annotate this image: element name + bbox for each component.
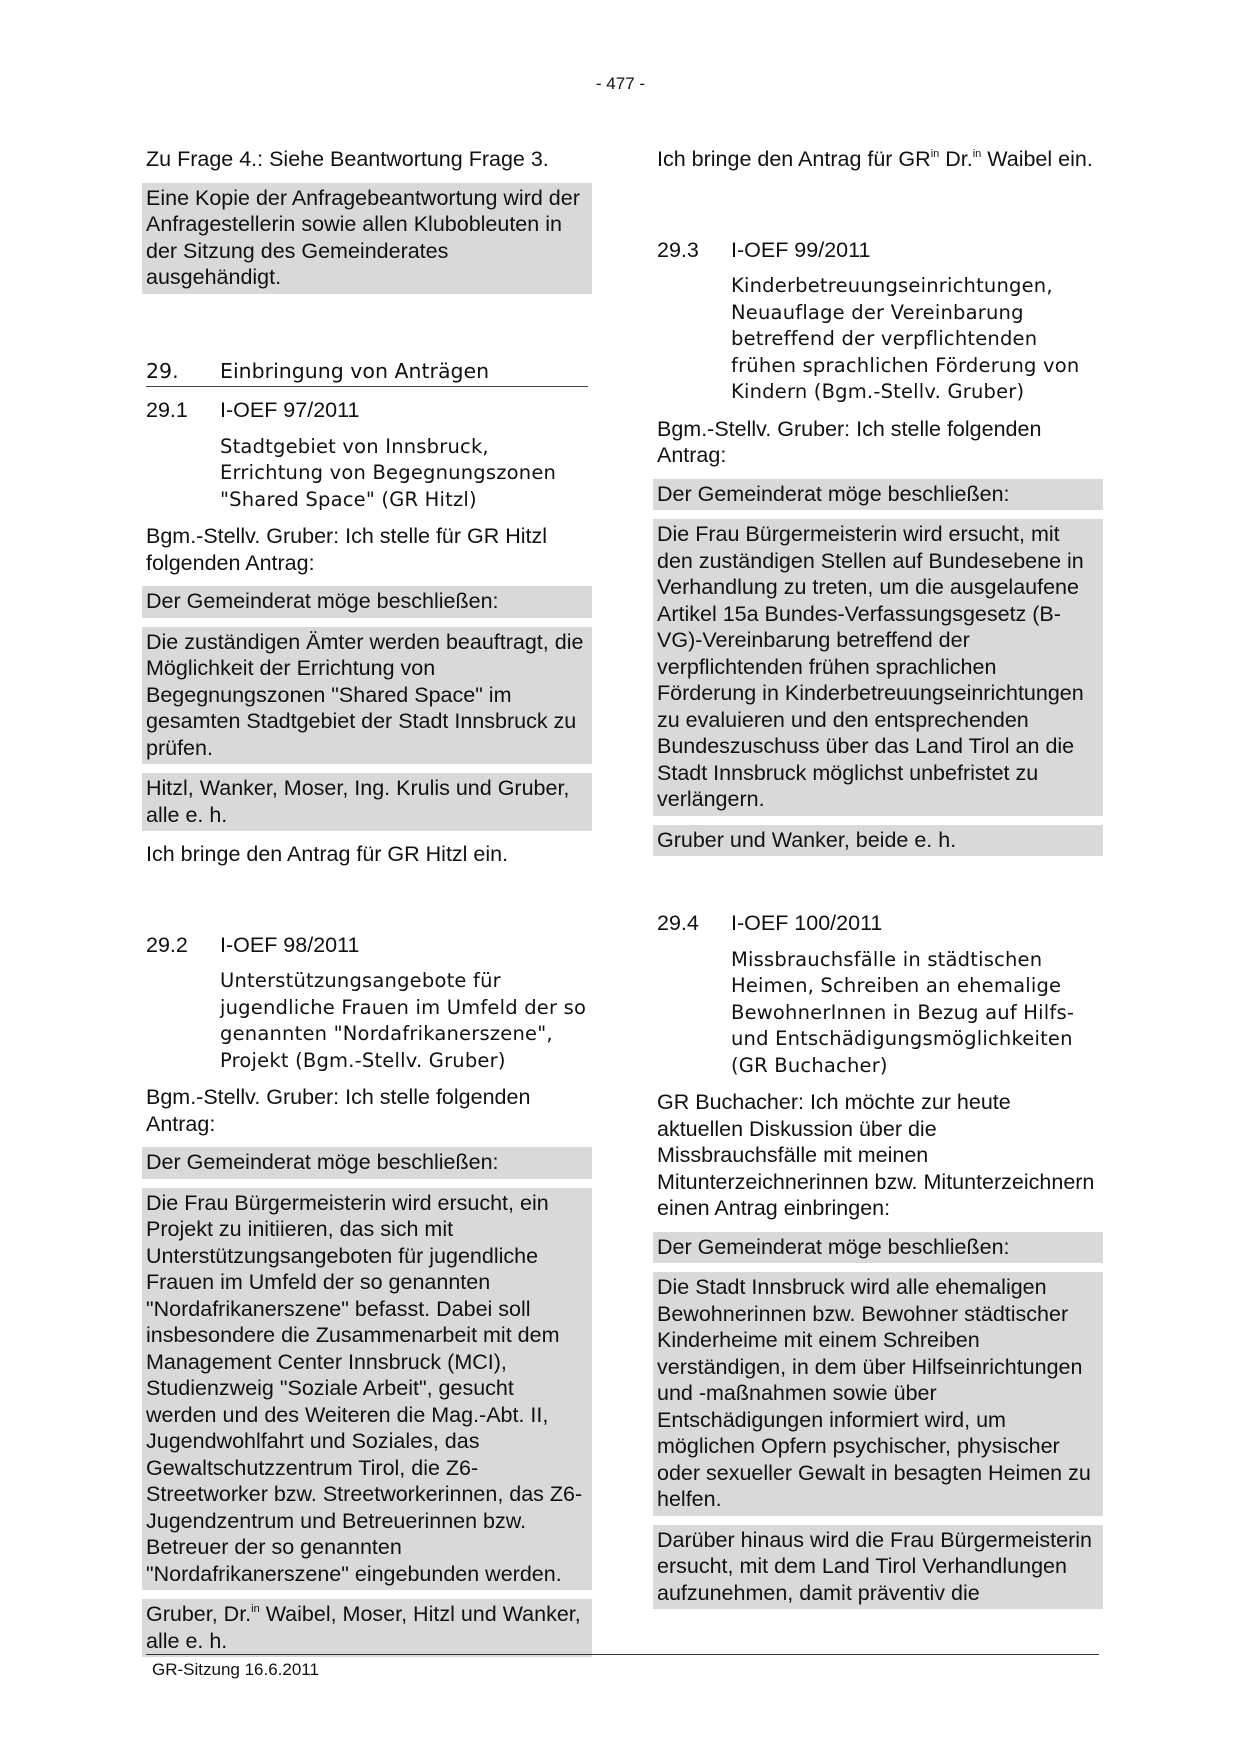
- motion-29-3-resolve: Der Gemeinderat möge beschließen:: [653, 479, 1103, 511]
- section-title: Einbringung von Anträgen: [220, 358, 490, 383]
- motion-29-1-subject: Stadtgebiet von Innsbruck, Errichtung von Begegnungszonen "Shared Space" (GR Hitzl): [220, 434, 557, 511]
- item-number: 29.3: [657, 237, 699, 262]
- footer-divider: [146, 1654, 1099, 1655]
- superscript: in: [930, 148, 940, 160]
- motion-29-3-signatures: Gruber und Wanker, beide e. h.: [653, 816, 1103, 857]
- motion-29-4-intro: GR Buchacher: Ich möchte zur heute aktuellen Diskussion über die Missbrauchsfälle mit meinen Mitunterzeichnerinnen bzw. Mitunterzeichnern einen Antrag einbringen:: [657, 1090, 1095, 1220]
- sign-part: Waibel, Moser, Hitzl und Wanker, alle e. h.: [146, 1602, 581, 1653]
- footer-session-date: GR-Sitzung 16.6.2011: [152, 1660, 319, 1679]
- motion-29-1-body: Die zuständigen Ämter werden beauftragt, die Möglichkeit der Errichtung von Begegnungszonen "Shared Space" im gesamten Stadtgebiet der Stadt Innsbruck zu prüfen.: [142, 618, 592, 765]
- item-code: I-OEF 99/2011: [731, 237, 871, 262]
- item-number: 29.4: [657, 911, 699, 935]
- superscript: in: [972, 148, 982, 160]
- motion-29-2-header: [146, 932, 588, 959]
- motion-29-2-outro: [657, 146, 1099, 173]
- motion-29-1-intro: Bgm.-Stellv. Gruber: Ich stelle für GR Hitzl folgenden Antrag:: [146, 524, 548, 575]
- text-part: Dr.: [939, 147, 973, 171]
- copy-note: Eine Kopie der Anfragebeantwortung wird der Anfragestellerin sowie allen Klubobleuten in der Sitzung des Gemeinderates ausgehändigt.: [142, 183, 592, 294]
- item-code: I-OEF 98/2011: [220, 932, 360, 957]
- text-part: Ich bringe den Antrag für GR: [657, 147, 931, 171]
- motion-29-3-intro: Bgm.-Stellv. Gruber: Ich stelle folgenden Antrag:: [657, 416, 1042, 467]
- motion-29-2-resolve: Der Gemeinderat möge beschließen:: [142, 1147, 592, 1179]
- motion-29-4-subject: Missbrauchsfälle in städtischen Heimen, Schreiben an ehemalige BewohnerInnen in Bezug auf Hilfs- und Entschädigungsmöglichkeiten (GR Buchacher): [731, 947, 1075, 1077]
- item-number: 29.2: [146, 932, 188, 957]
- text-part: Waibel ein.: [981, 147, 1093, 171]
- section-29-heading: [146, 358, 588, 388]
- motion-29-4-header: [657, 910, 1099, 937]
- section-number: 29.: [146, 358, 179, 383]
- motion-29-3-subject: Kinderbetreuungseinrichtungen, Neuauflage der Vereinbarung betreffend der verpflichtenden frühen sprachlichen Förderung von Kindern (Bgm.-Stellv. Gruber): [731, 274, 1080, 403]
- motion-29-3-body: Die Frau Bürgermeisterin wird ersucht, mit den zuständigen Stellen auf Bundesebene in Verhandlung zu treten, um die ausgelaufene Artikel 15a Bundes-Verfassungsgesetz (B-VG)-Vereinbarung betreffend der verpflichtenden frühen sprachlichen Förderung in Kinderbetreuungseinrichtungen zu evaluieren und den entsprechenden Bundeszuschuss über das Land Tirol an die Stadt Innsbruck möglichst unbefristet zu verlängern.: [653, 510, 1103, 816]
- motion-29-2-signatures: [142, 1590, 592, 1657]
- motion-29-4-body: Die Stadt Innsbruck wird alle ehemaligen Bewohnerinnen bzw. Bewohner städtischer Kinderheime mit einem Schreiben verständigen, in dem über Hilfseinrichtungen und -maßnahmen sowie über Entschädigungen informiert wird, um möglichen Opfern psychischer, physischer oder sexueller Gewalt in besagten Heimen zu helfen.: [653, 1263, 1103, 1516]
- superscript: in: [251, 1603, 260, 1615]
- motion-29-4-resolve: Der Gemeinderat möge beschließen:: [653, 1232, 1103, 1264]
- motion-29-2-body: Die Frau Bürgermeisterin wird ersucht, ein Projekt zu initiieren, das sich mit Unterstützungsangeboten für jugendliche Frauen im Umfeld der so genannten "Nordafrikanerszene" befasst. Dabei soll insbesondere die Zusammenarbeit mit dem Management Center Innsbruck (MCI), Studienzweig "Soziale Arbeit", gesucht werden und des Weiteren die Mag.-Abt. II, Jugendwohlfahrt und Soziales, das Gewaltschutzzentrum Tirol, die Z6-Streetworker bzw. Streetworkerinnen, das Z6-Jugendzentrum und Betreuerinnen bzw. Betreuer der so genannten "Nordafrikanerszene" eingebunden werden.: [142, 1179, 592, 1591]
- item-code: I-OEF 97/2011: [220, 398, 360, 422]
- motion-29-1-resolve: Der Gemeinderat möge beschließen:: [142, 586, 592, 618]
- motion-29-1-signatures: Hitzl, Wanker, Moser, Ing. Krulis und Gruber, alle e. h.: [142, 764, 592, 831]
- motion-29-1-header: [146, 397, 588, 424]
- page-number: - 477 -: [595, 74, 646, 93]
- right-column: [657, 146, 1099, 1609]
- motion-29-4-body-continued: Darüber hinaus wird die Frau Bürgermeisterin ersucht, mit dem Land Tirol Verhandlungen aufzunehmen, damit präventiv die: [653, 1516, 1103, 1610]
- left-column: [146, 146, 588, 1657]
- sign-part: Gruber, Dr.: [146, 1602, 252, 1626]
- item-number: 29.1: [146, 398, 188, 422]
- motion-29-3-header: [657, 237, 1099, 264]
- answer-q4: Zu Frage 4.: Siehe Beantwortung Frage 3.: [146, 147, 549, 171]
- motion-29-1-outro: Ich bringe den Antrag für GR Hitzl ein.: [146, 842, 509, 866]
- motion-29-2-intro: Bgm.-Stellv. Gruber: Ich stelle folgenden Antrag:: [146, 1085, 531, 1136]
- motion-29-2-subject: Unterstützungsangebote für jugendliche Frauen im Umfeld der so genannten "Nordafrikanerszene", Projekt (Bgm.-Stellv. Gruber): [220, 969, 587, 1072]
- item-code: I-OEF 100/2011: [731, 911, 883, 935]
